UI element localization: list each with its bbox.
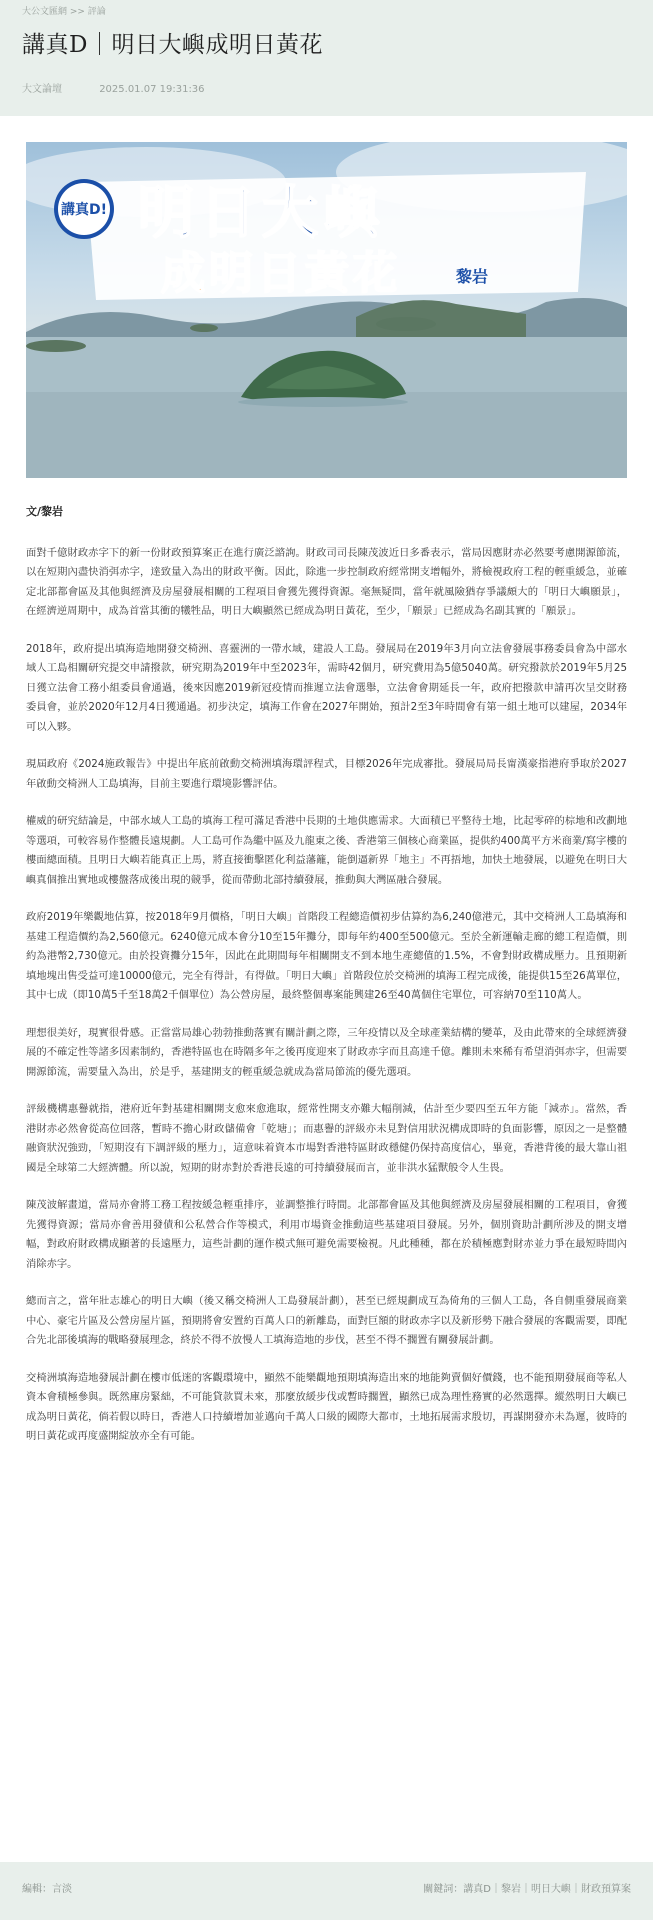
- article-paragraph: 政府2019年樂觀地估算，按2018年9月價格，「明日大嶼」首階段工程總造價初步估算約為6,240億港元，其中交椅洲人工島填海和基建工程造價約為2,560億元。6240億元成本會分10至15年攤分，即每年約400至500億元。至於全新運輸走廊的總工程造價，則約為港幣2,730億元。由於投資攤分15年，因此在此期間每年相關開支不到本地生產總值的1.5%，不會對財政構成壓力。且預期新填地塊出售受益可達10000億元，完全有得計，有得做。「明日大嶼」首階段位於交椅洲的填海工程完成後，能提供15至26萬單位，其中七成（即10萬5千至18萬2千個單位）為公營房屋，最終整個專案能興建26至40萬個住宅單位，可容納70至110萬人。: [26, 911, 627, 1001]
- editor-label: 編輯：言淡: [22, 1884, 72, 1895]
- article-paragraph: 現屆政府《2024施政報告》中提出年底前啟動交椅洲填海環評程式，目標2026年完成審批。發展局局長甯漢豪指港府爭取於2027年啟動交椅洲人工島填海，目前主要進行環境影響評估。: [26, 758, 627, 790]
- banner-image: [26, 142, 627, 478]
- article-paragraph: 總而言之，當年壯志雄心的明日大嶼（後又稱交椅洲人工島發展計劃），甚至已經規劃成互為倚角的三個人工島，各自側重發展商業中心、豪宅片區及公營房屋片區，預期將會安置約百萬人口的新離島，面對巨額的財政赤字以及新形勢下融合發展的客觀需要，即配合先北部後填海的戰略發展理念，終於不得不放慢人工填海造地的步伐，甚至不得不擱置有關發展計劃。: [26, 1295, 627, 1346]
- banner-headline-1: 明日大嶼: [138, 181, 386, 246]
- article-body: [26, 492, 627, 1465]
- article-paragraph: 陳茂波解畫道，當局亦會將工務工程按緩急輕重排序，並調整推行時間。北部都會區及其他與經濟及房屋發展相關的工程項目，會獲先獲得資源；當局亦會善用發債和公私營合作等模式，利用市場資金推動這些基建項目發展。另外，個別資助計劃所涉及的開支增幅，對政府財政構成顯著的長遠壓力，這些計劃的運作模式無可避免需要檢視。凡此種種，都在於積極應對財赤並力爭在最短時間內消除赤字。: [26, 1199, 627, 1270]
- keyword-tags[interactable]: 關鍵詞：講真D｜黎岩｜明日大嶼｜財政預算案: [423, 1884, 631, 1895]
- page-title: 講真D｜明日大嶼成明日黃花: [22, 32, 323, 58]
- breadcrumb[interactable]: 大公文匯網 >> 評論: [22, 7, 106, 17]
- article-paragraph: 評級機構惠譽就指，港府近年對基建相關開支愈來愈進取，經常性開支亦難大幅削減，估計至少要四至五年方能「減赤」。當然，香港財赤必然會從高位回落，暫時不擔心財政儲備會「乾塘」；而惠譽的評級亦未見對信用狀況構成即時的負面影響，原因之一是整體融資狀況強勁，「短期沒有下調評級的壓力」，這意味着資本市場對香港特區財政穩健仍保持高度信心，畢竟，香港背後的最大靠山祖國是全球第二大經濟體。所以說，短期的財赤對於香港長遠的可持續發展而言，並非洪水猛獸般令人生畏。: [26, 1103, 627, 1174]
- article-footer: [0, 1862, 653, 1920]
- logo-text: 講真D!: [60, 202, 108, 218]
- article-meta: [22, 80, 239, 95]
- article-paragraph: 交椅洲填海造地發展計劃在樓市低迷的客觀環境中，顯然不能樂觀地預期填海造出來的地能夠賣個好價錢，也不能預期發展商等私人資本會積極參與。既然庫房緊絀，不可能貸款買未來，那麼放緩步伐或暫時擱置，顯然已成為理性務實的必然選擇。縱然明日大嶼已成為明日黃花，倘若假以時日，香港人口持續增加並邁向千萬人口級的國際大都市，土地拓展需求殷切，再謀開發亦未為遲，彼時的明日黃花或再度盛開綻放亦全有可能。: [26, 1371, 627, 1442]
- article-paragraph: 權威的研究結論是，中部水域人工島的填海工程可滿足香港中長期的土地供應需求。大面積已平整待土地，比起零碎的棕地和改劃地等選項，可較容易作整體長遠規劃。人工島可作為繼中區及九龍東之後、香港第三個核心商業區，提供約400萬平方米商業/寫字樓的樓面總面積。且明日大嶼若能真正上馬，將直接衝擊匿化利益藩籬，能倒逼新界「地主」不再捂地，加快土地發展，以避免在明日大嶼真個推出實地或樓盤落成後出現的競爭，從而帶動北部持續發展，推動與大灣區融合發展。: [26, 815, 627, 886]
- article-paragraph: 理想很美好，現實很骨感。正當當局雄心勃勃推動落實有關計劃之際，三年疫情以及全球產業結構的變革，及由此帶來的全球經濟發展的不確定性等諸多因素制約，香港特區也在時隔多年之後再度迎來了財政赤字而且高達千億。離則未來稀有希望消弭赤字，但需要開源節流，需要量入為出，於是乎，基建開支的輕重緩急就成為當局節流的優先選項。: [26, 1026, 627, 1078]
- banner-author-tag: 黎岩: [456, 267, 489, 286]
- banner-headline-2: 成明日黃花: [161, 248, 401, 299]
- source-label: 大文論壇: [22, 84, 62, 95]
- article-author: 文/黎岩: [26, 505, 64, 518]
- article-paragraph: 面對千億財政赤字下的新一份財政預算案正在進行廣泛諮詢。財政司司長陳茂波近日多番表示，當局因應財赤必然要考慮開源節流，以在短期內盡快消弭赤字，達致量入為出的財政平衡。因此，除進一步控制政府經常開支增幅外，將檢視政府工程的輕重緩急，並確定北部都會區及其他與經濟及房屋發展相關的工程項目會獲先獲得資源。毫無疑問，當年就風險猶存爭議頗大的「明日大嶼願景」，在經濟逆周期中，成為首當其衝的犧牲品，明日大嶼顯然已經成為明日黃花，至少，「願景」已經成為名副其實的「願景」。: [26, 546, 627, 617]
- publish-datetime: 2025.01.07 19:31:36: [99, 84, 205, 95]
- article-paragraph: 2018年，政府提出填海造地開發交椅洲、喜靈洲的一帶水域，建設人工島。發展局在2019年3月向立法會發展事務委員會為中部水域人工島相關研究提交申請撥款，研究期為2019年中至2023年，需時42個月，研究費用為5億5040萬。研究撥款於2019年5月25日獲立法會工務小組委員會通過，後來因應2019新冠疫情而推遲立法會選舉，立法會會期延長一年，政府把撥款申請再次呈交財務委員會，並於2020年12月4日獲通過。初步決定，填海工作會在2027年開始，預計2至3年時間會有第一組土地可以建屋，2034年可以入夥。: [26, 642, 627, 733]
- article-header: [0, 0, 653, 116]
